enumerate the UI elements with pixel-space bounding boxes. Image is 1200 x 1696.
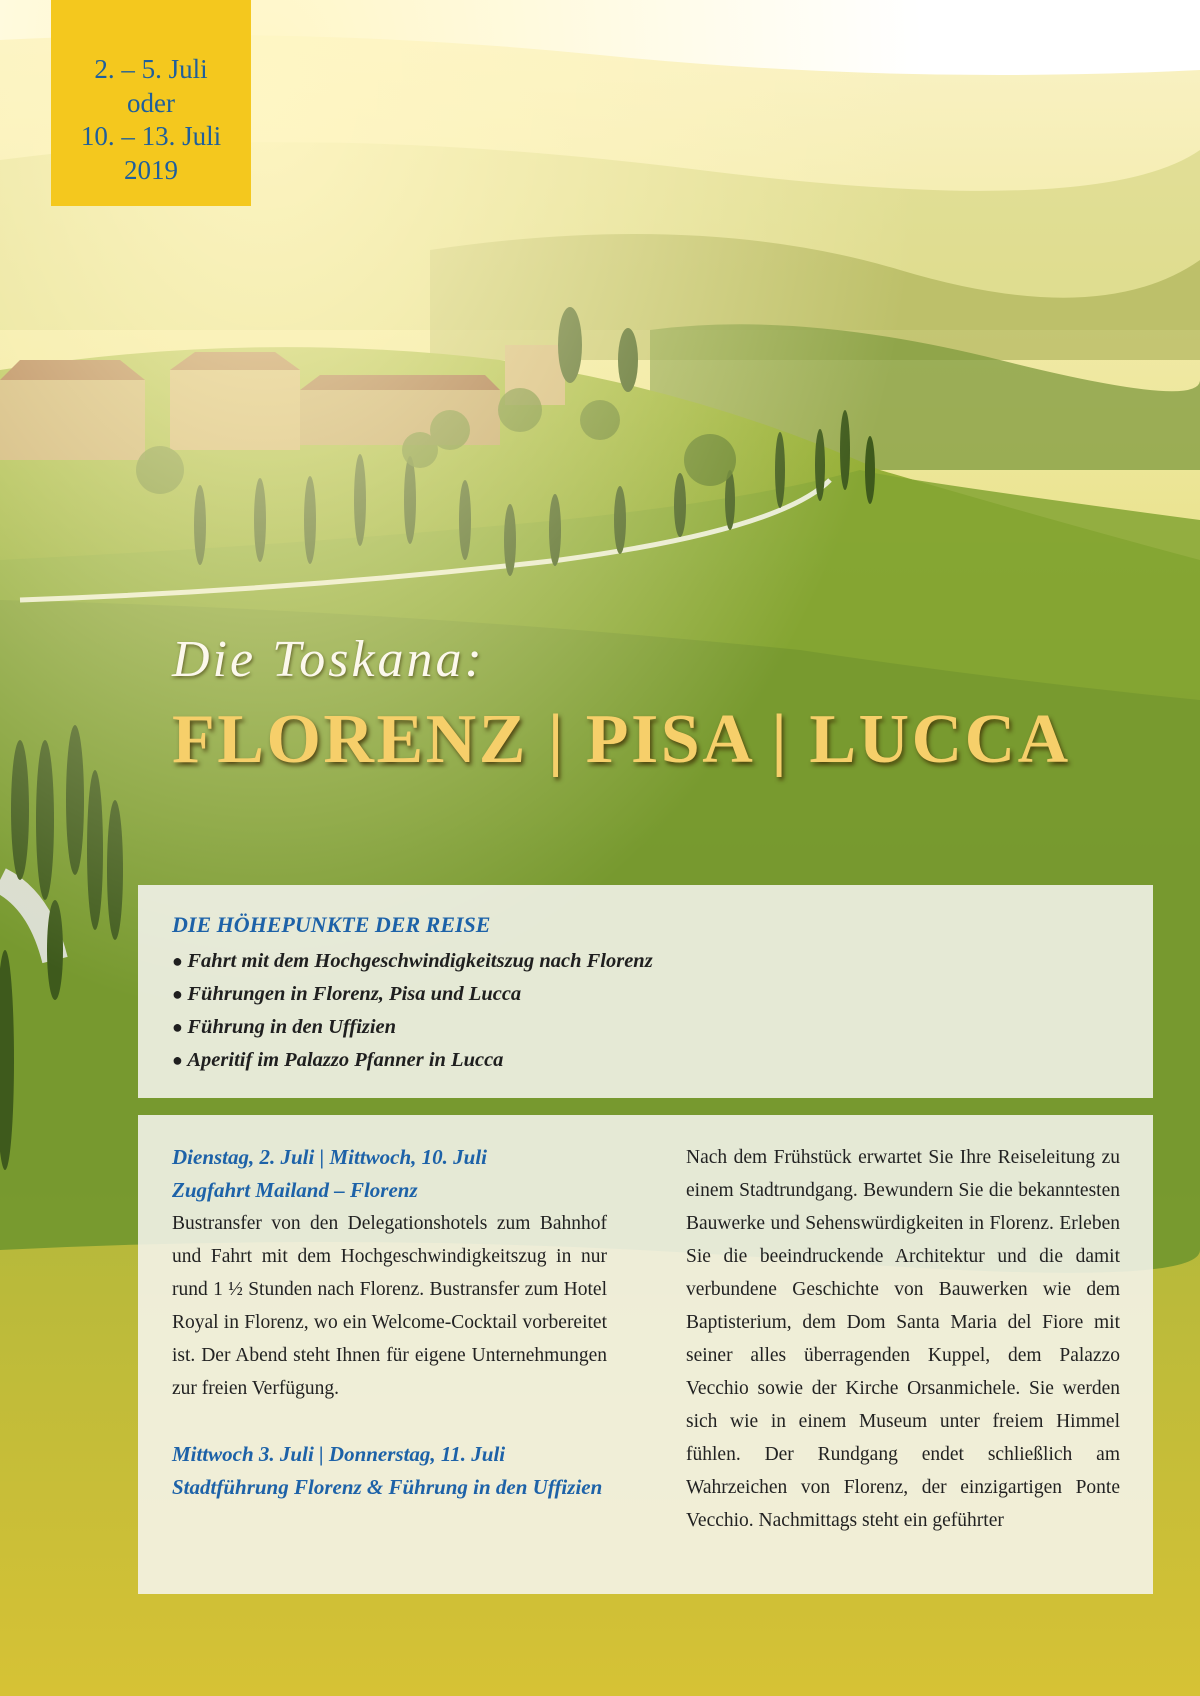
highlights-list (172, 945, 653, 1077)
page-subtitle: Die Toskana: (172, 631, 485, 688)
date-line-2: oder (127, 87, 175, 118)
page-title: FLORENZ | PISA | LUCCA (172, 701, 1071, 778)
date-line-1: 2. – 5. Juli (94, 54, 208, 84)
day1-title: Zugfahrt Mailand – Florenz (172, 1178, 418, 1202)
highlight-item: ● Führungen in Florenz, Pisa und Lucca (172, 978, 653, 1011)
itinerary-left-column (172, 1141, 607, 1504)
itinerary-right-column (686, 1141, 1120, 1537)
itinerary-panel (138, 1115, 1153, 1594)
date-line-3: 10. – 13. Juli (80, 121, 222, 151)
highlight-item: ● Aperitif im Palazzo Pfanner in Lucca (172, 1044, 653, 1077)
day2-text: Nach dem Frühstück erwartet Sie Ihre Reiseleitung zu einem Stadtrundgang. Bewundern Sie die bekanntesten Bauwerke und Sehenswürdigkeiten in Florenz. Erleben Sie die beeindruckende Architektur und die damit verbundene Geschichte von Bauwerken wie dem Baptisterium, dem Dom Santa Maria del Fiore mit seiner alles überragenden Kuppel, dem Palazzo Vecchio sowie der Kirche Orsanmichele. Sie werden sich wie in einem Museum unter freiem Himmel fühlen. Der Rundgang endet schließlich am Wahrzeichen von Florenz, der einzigartigen Ponte Vecchio. Nachmittags steht ein geführter (686, 1147, 1120, 1531)
highlight-item: ● Führung in den Uffizien (172, 1011, 653, 1044)
day1-date: Dienstag, 2. Juli | Mittwoch, 10. Juli (172, 1145, 488, 1169)
date-badge (51, 0, 251, 206)
date-line-4: 2019 (124, 154, 178, 185)
day2-date: Mittwoch 3. Juli | Donnerstag, 11. Juli (172, 1442, 506, 1466)
highlight-item: ● Fahrt mit dem Hochgeschwindigkeitszug nach Florenz (172, 945, 653, 978)
highlights-heading: DIE HÖHEPUNKTE DER REISE (172, 912, 491, 937)
highlights-panel (138, 885, 1153, 1098)
day2-title: Stadtführung Florenz & Führung in den Uffizien (172, 1475, 603, 1499)
day1-text: Bustransfer von den Delegationshotels zum Bahnhof und Fahrt mit dem Hochgeschwindigkeitszug in nur rund 1 ½ Stunden nach Florenz. Bustransfer zum Hotel Royal in Florenz, wo ein Welcome-Cocktail vorbereitet ist. Der Abend steht Ihnen für eigene Unternehmungen zur freien Verfügung. (172, 1213, 607, 1399)
